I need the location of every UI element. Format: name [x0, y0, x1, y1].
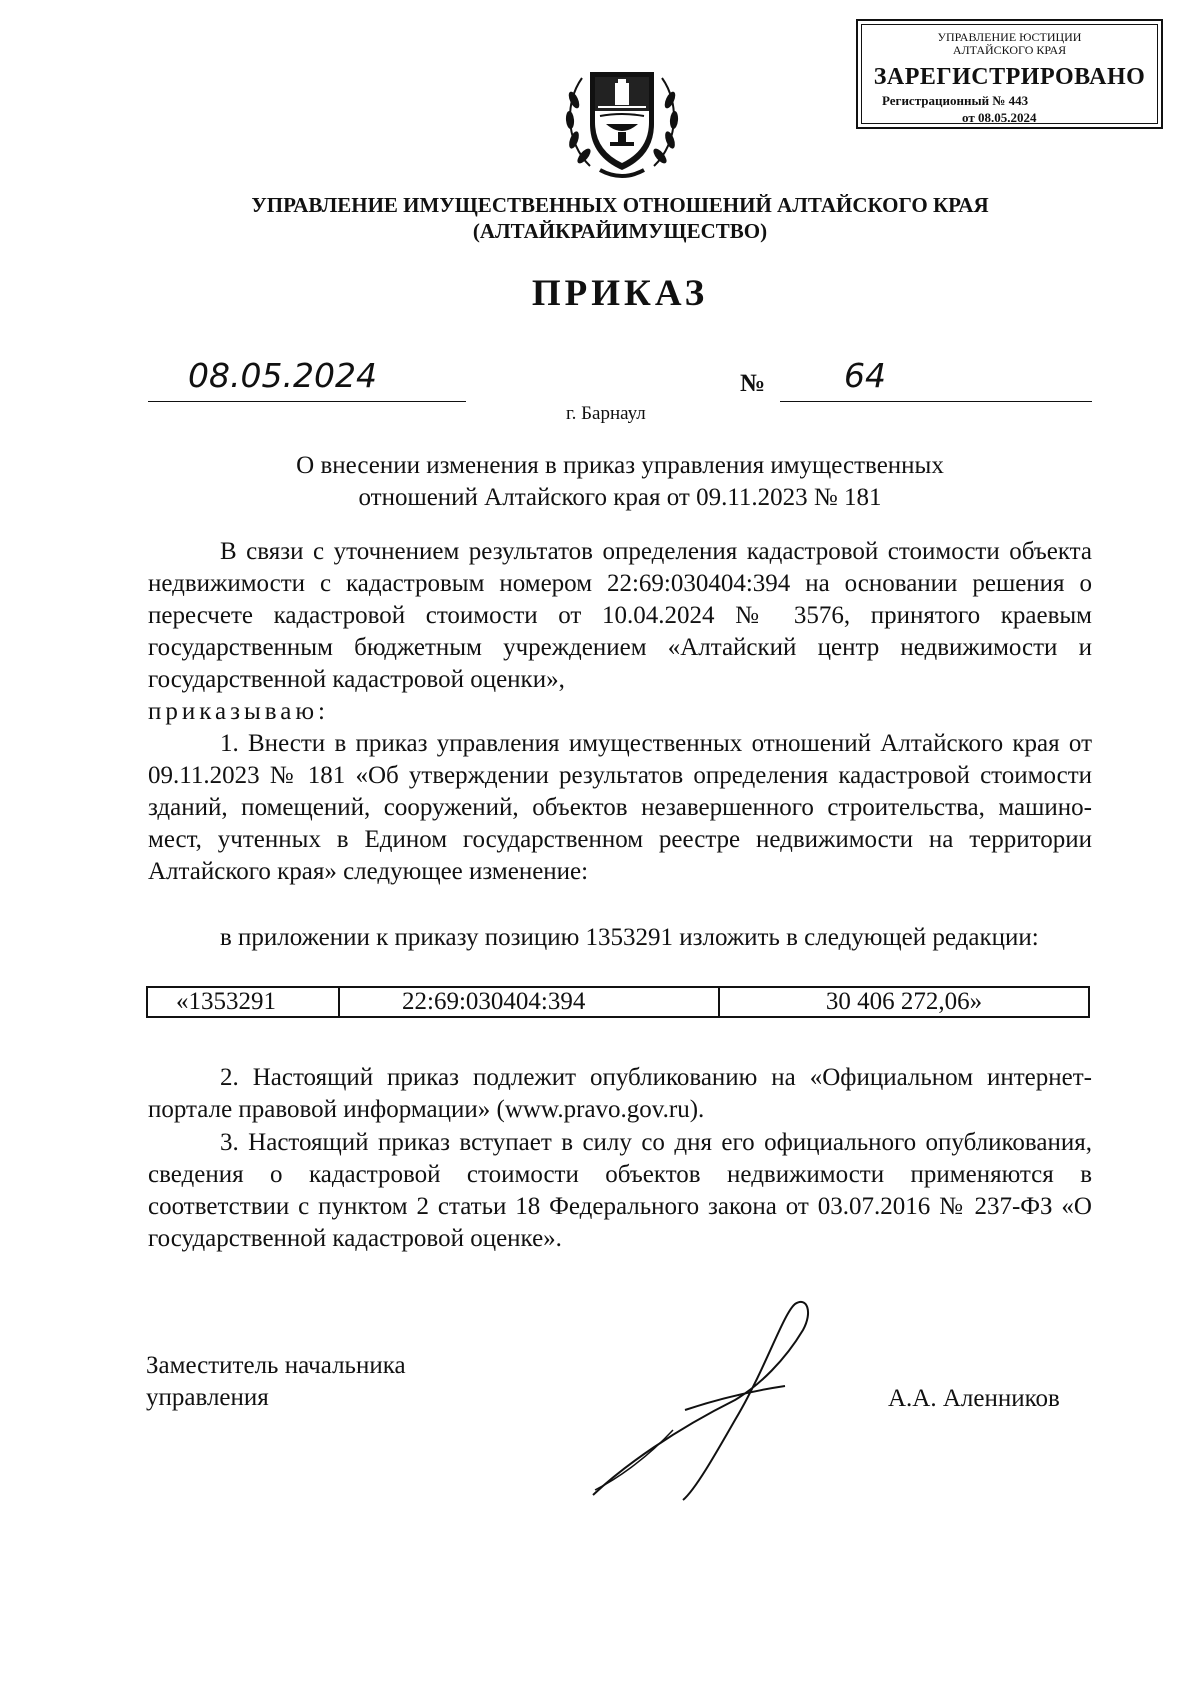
date-field [148, 356, 466, 402]
coat-of-arms-icon [560, 58, 684, 182]
table-row [147, 987, 1089, 1017]
signer-name: А.А. Аленников [888, 1385, 1060, 1412]
item-1-paragraph: 1. Внести в приказ управления имущественных отношений Алтайского края от 09.11.2023 № 181 «Об утверждении результатов определения кадастровой стоимости зданий, помещений, сооружений, объектов незавершенного строительства, машино-мест, учтенных в Едином государственном реестре недвижимости на территории Алтайского края» следующее изменение: [148, 730, 1092, 885]
handwritten-number: 64 [844, 356, 886, 395]
number-sign: № [740, 370, 766, 397]
city: г. Барнаул [566, 403, 646, 424]
stamp-reg-date: от 08.05.2024 [962, 110, 1037, 125]
stamp-org-line1: УПРАВЛЕНИЕ ЮСТИЦИИ [937, 30, 1082, 44]
amendment-table [146, 986, 1090, 1018]
document-title: ПРИКАЗ [531, 273, 709, 314]
table-cell-cadastral-number: 22:69:030404:394 [339, 987, 719, 1017]
number-field [780, 356, 1092, 402]
item-2-paragraph: 2. Настоящий приказ подлежит опубликованию на «Официальном интернет-портале правовой информации» (www.pravo.gov.ru). [148, 1064, 1092, 1123]
stamp-org-line2: АЛТАЙСКОГО КРАЯ [952, 43, 1067, 57]
table-cell-position: «1353291 [147, 987, 339, 1017]
preamble-paragraph: В связи с уточнением результатов определения кадастровой стоимости объекта недвижимости с кадастровым номером 22:69:030404:394 на основании решения о пересчете кадастровой стоимости от 10.04.2024 № 3576, принятого краевым государственным бюджетным учреждением «Алтайский центр недвижимости и государственной кадастровой оценки», [148, 538, 1092, 693]
item-3-paragraph: 3. Настоящий приказ вступает в силу со дня его официального опубликования, сведения о кадастровой стоимости объектов недвижимости применяются в соответствии с пунктом 2 статьи 18 Федерального закона от 03.07.2016 № 237-ФЗ «О государственной кадастровой оценке». [148, 1129, 1092, 1252]
registration-stamp [856, 19, 1163, 129]
org-short-name: (АЛТАЙКРАЙИМУЩЕСТВО) [472, 219, 768, 243]
handwritten-date: 08.05.2024 [188, 356, 377, 395]
stamp-reg-number: Регистрационный № 443 [882, 93, 1029, 108]
org-name: УПРАВЛЕНИЕ ИМУЩЕСТВЕННЫХ ОТНОШЕНИЙ АЛТАЙСКОГО КРАЯ [251, 193, 989, 217]
signer-position-line2: управления [146, 1384, 269, 1411]
subject-line1: О внесении изменения в приказ управления имущественных [296, 452, 944, 479]
signer-position-line1: Заместитель начальника [146, 1352, 406, 1379]
stamp-status: ЗАРЕГИСТРИРОВАНО [873, 64, 1146, 90]
order-word: приказываю: [148, 698, 329, 725]
stamp-frame [861, 24, 1158, 124]
signer-position [146, 1350, 406, 1414]
subject-line2: отношений Алтайского края от 09.11.2023 № 181 [358, 484, 882, 511]
item-1-subparagraph: в приложении к приказу позицию 1353291 изложить в следующей редакции: [220, 924, 1039, 951]
handwritten-signature [585, 1290, 835, 1510]
table-cell-value: 30 406 272,06» [719, 987, 1089, 1017]
